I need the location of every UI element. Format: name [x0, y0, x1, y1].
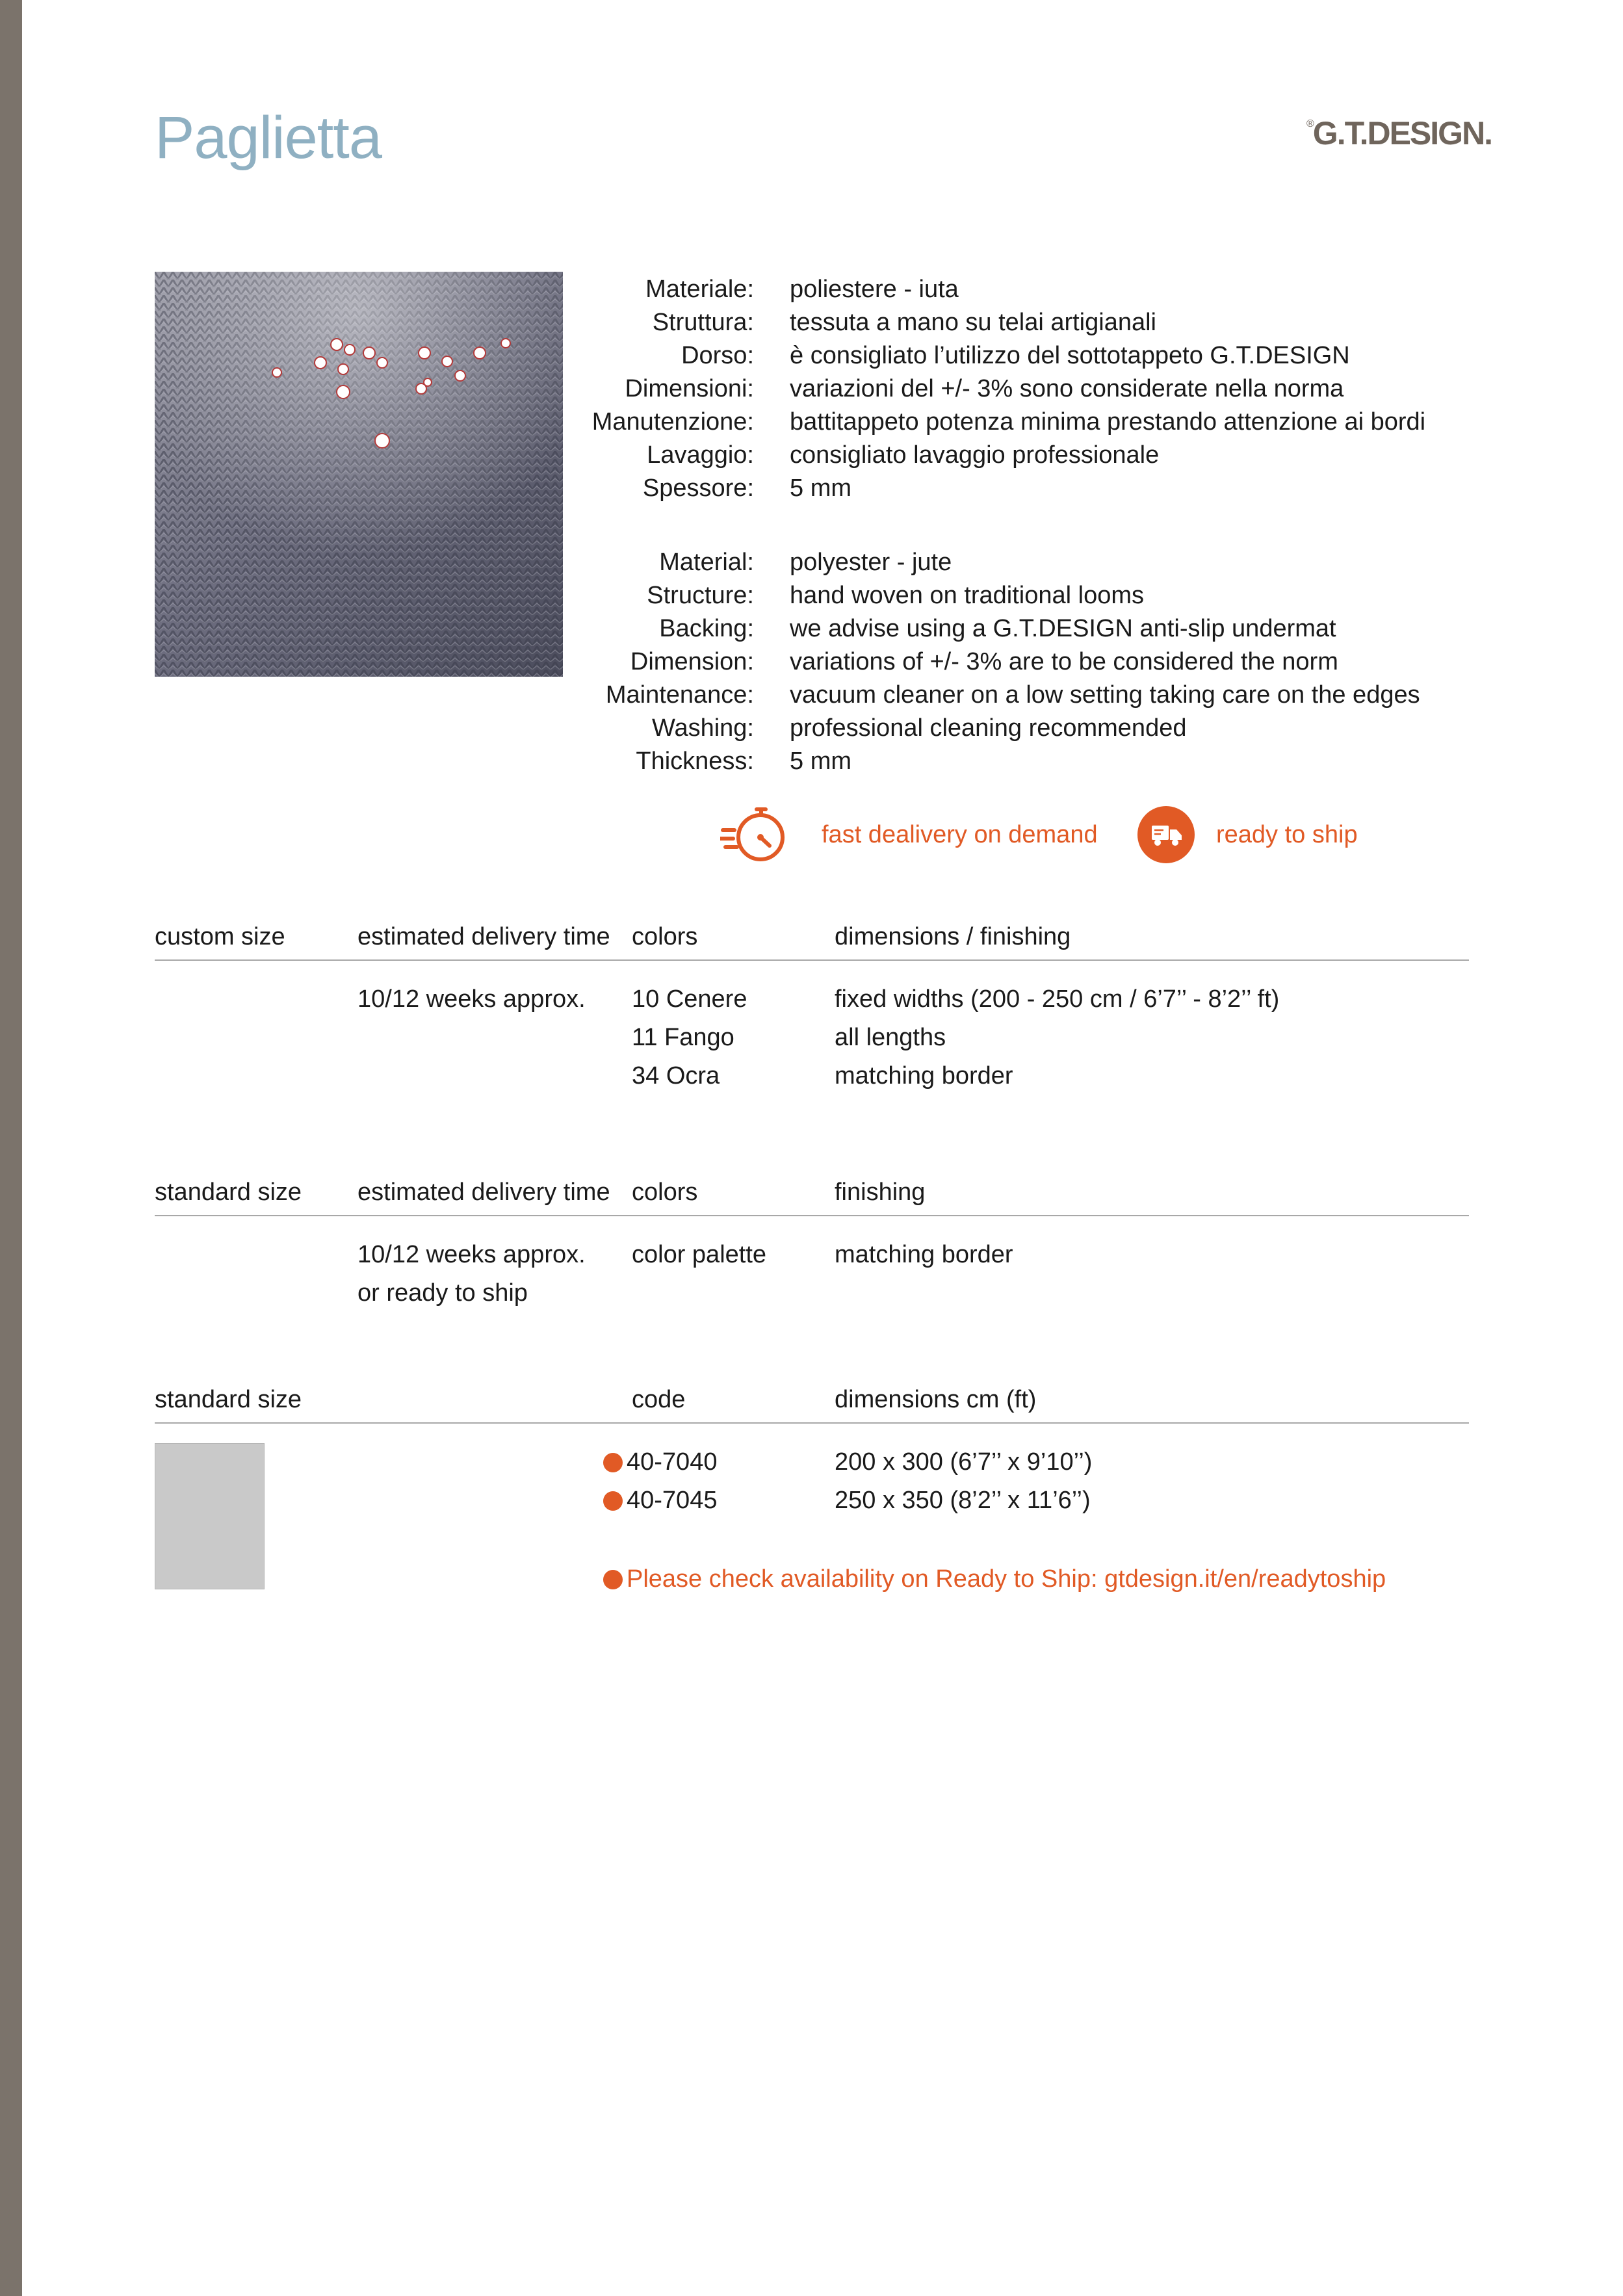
header-code: code: [632, 1386, 686, 1413]
spec-row: [585, 745, 1420, 778]
stopwatch-icon: [720, 802, 792, 870]
header-size: standard size: [155, 1386, 302, 1413]
color-option: 34 Ocra: [632, 1062, 720, 1089]
delivery-truck-icon: [1137, 806, 1195, 867]
spec-label: Dimension:: [630, 648, 754, 675]
availability-note: [603, 1560, 1386, 1598]
header-dimensions: dimensions cm (ft): [835, 1386, 1037, 1413]
spec-value: poliestere - iuta: [790, 276, 959, 303]
spec-value: polyester - jute: [790, 549, 952, 576]
ready-to-ship-label: ready to ship: [1216, 821, 1358, 848]
code-row: [603, 1443, 717, 1481]
header-size: standard size: [155, 1179, 302, 1206]
spec-row: [585, 646, 1420, 679]
page-title: Paglietta: [155, 105, 382, 171]
specs-italian: [585, 273, 1425, 505]
spec-label: Maintenance:: [605, 681, 754, 709]
dimension-option: all lengths: [835, 1024, 946, 1051]
header-finishing: finishing: [835, 1179, 926, 1206]
delivery-time: 10/12 weeks approx.: [357, 985, 586, 1013]
spec-row: [585, 546, 1420, 579]
spec-row: [585, 372, 1425, 406]
spec-row: [585, 612, 1420, 646]
spec-row: [585, 579, 1420, 612]
product-code: 40-7040: [627, 1448, 718, 1476]
dimension-option: matching border: [835, 1062, 1013, 1089]
spec-label: Spessore:: [642, 475, 754, 502]
side-color-bar: [0, 0, 22, 2296]
spec-label: Lavaggio:: [647, 441, 754, 469]
spec-row: [585, 406, 1425, 439]
spec-label: Thickness:: [636, 748, 754, 775]
finishing-option: matching border: [835, 1241, 1013, 1268]
standard-code-table: [155, 1386, 1469, 1593]
spec-value: battitappeto potenza minima prestando attenzione ai bordi: [790, 408, 1426, 436]
availability-note-text[interactable]: Please check availability on Ready to Ship: gtdesign.it/en/readytoship: [627, 1565, 1386, 1593]
product-code: 40-7045: [627, 1487, 718, 1514]
ready-to-ship-dot-icon: [603, 1570, 623, 1589]
header-delivery: estimated delivery time: [357, 923, 610, 950]
spec-label: Struttura:: [652, 309, 754, 336]
spec-label: Washing:: [652, 714, 754, 742]
spec-label: Manutenzione:: [591, 408, 754, 436]
custom-size-table: [155, 923, 1469, 1089]
spec-value: è consigliato l’utilizzo del sottotappeto G.T.DESIGN: [790, 342, 1350, 369]
product-dimensions: 250 x 350 (8’2’’ x 11’6’’): [835, 1487, 1091, 1514]
delivery-time: 10/12 weeks approx.: [357, 1241, 586, 1268]
header-colors: colors: [632, 923, 698, 950]
color-option: 11 Fango: [632, 1024, 734, 1051]
brand-logo: [1306, 114, 1492, 152]
specs-english: [585, 546, 1420, 778]
spec-row: [585, 472, 1425, 505]
spec-value: consigliato lavaggio professionale: [790, 441, 1160, 469]
spec-value: variations of +/- 3% are to be considered the norm: [790, 648, 1338, 675]
code-row: [603, 1481, 717, 1520]
spec-row: [585, 679, 1420, 712]
color-swatch: [155, 1443, 265, 1589]
header-delivery: estimated delivery time: [357, 1179, 610, 1206]
spec-value: we advise using a G.T.DESIGN anti-slip undermat: [790, 615, 1336, 642]
spec-row: [585, 273, 1425, 306]
spec-label: Material:: [659, 549, 754, 576]
header-size: custom size: [155, 923, 285, 950]
spec-value: professional cleaning recommended: [790, 714, 1187, 742]
brand-name: G.T.DESIGN.: [1312, 115, 1492, 151]
spec-row: [585, 339, 1425, 372]
spec-value: 5 mm: [790, 475, 851, 502]
spec-label: Dorso:: [681, 342, 754, 369]
color-option: color palette: [632, 1241, 767, 1268]
ready-to-ship-dot-icon: [603, 1453, 623, 1472]
spec-row: [585, 306, 1425, 339]
table-header: [155, 923, 1469, 961]
header-dimensions: dimensions / finishing: [835, 923, 1071, 950]
fast-delivery-label: fast dealivery on demand: [822, 821, 1098, 848]
spec-row: [585, 712, 1420, 745]
table-header: [155, 1179, 1469, 1216]
spec-value: variazioni del +/- 3% sono considerate nella norma: [790, 375, 1344, 402]
product-dimensions: 200 x 300 (6’7’’ x 9’10’’): [835, 1448, 1093, 1476]
spec-value: hand woven on traditional looms: [790, 582, 1145, 609]
spec-value: vacuum cleaner on a low setting taking care on the edges: [790, 681, 1420, 709]
table-header: [155, 1386, 1469, 1424]
delivery-time: or ready to ship: [357, 1279, 528, 1307]
spec-label: Backing:: [659, 615, 754, 642]
color-option: 10 Cenere: [632, 985, 747, 1013]
product-photo: [155, 272, 563, 677]
ready-to-ship-dot-icon: [603, 1491, 623, 1511]
spec-label: Materiale:: [645, 276, 754, 303]
dimension-option: fixed widths (200 - 250 cm / 6’7’’ - 8’2’’ ft): [835, 985, 1280, 1013]
spec-label: Structure:: [647, 582, 754, 609]
spec-value: 5 mm: [790, 748, 851, 775]
header-colors: colors: [632, 1179, 698, 1206]
standard-size-table: [155, 1179, 1469, 1307]
spec-label: Dimensioni:: [625, 375, 754, 402]
spec-value: tessuta a mano su telai artigianali: [790, 309, 1156, 336]
spec-row: [585, 439, 1425, 472]
registered-mark: ®: [1306, 118, 1313, 129]
